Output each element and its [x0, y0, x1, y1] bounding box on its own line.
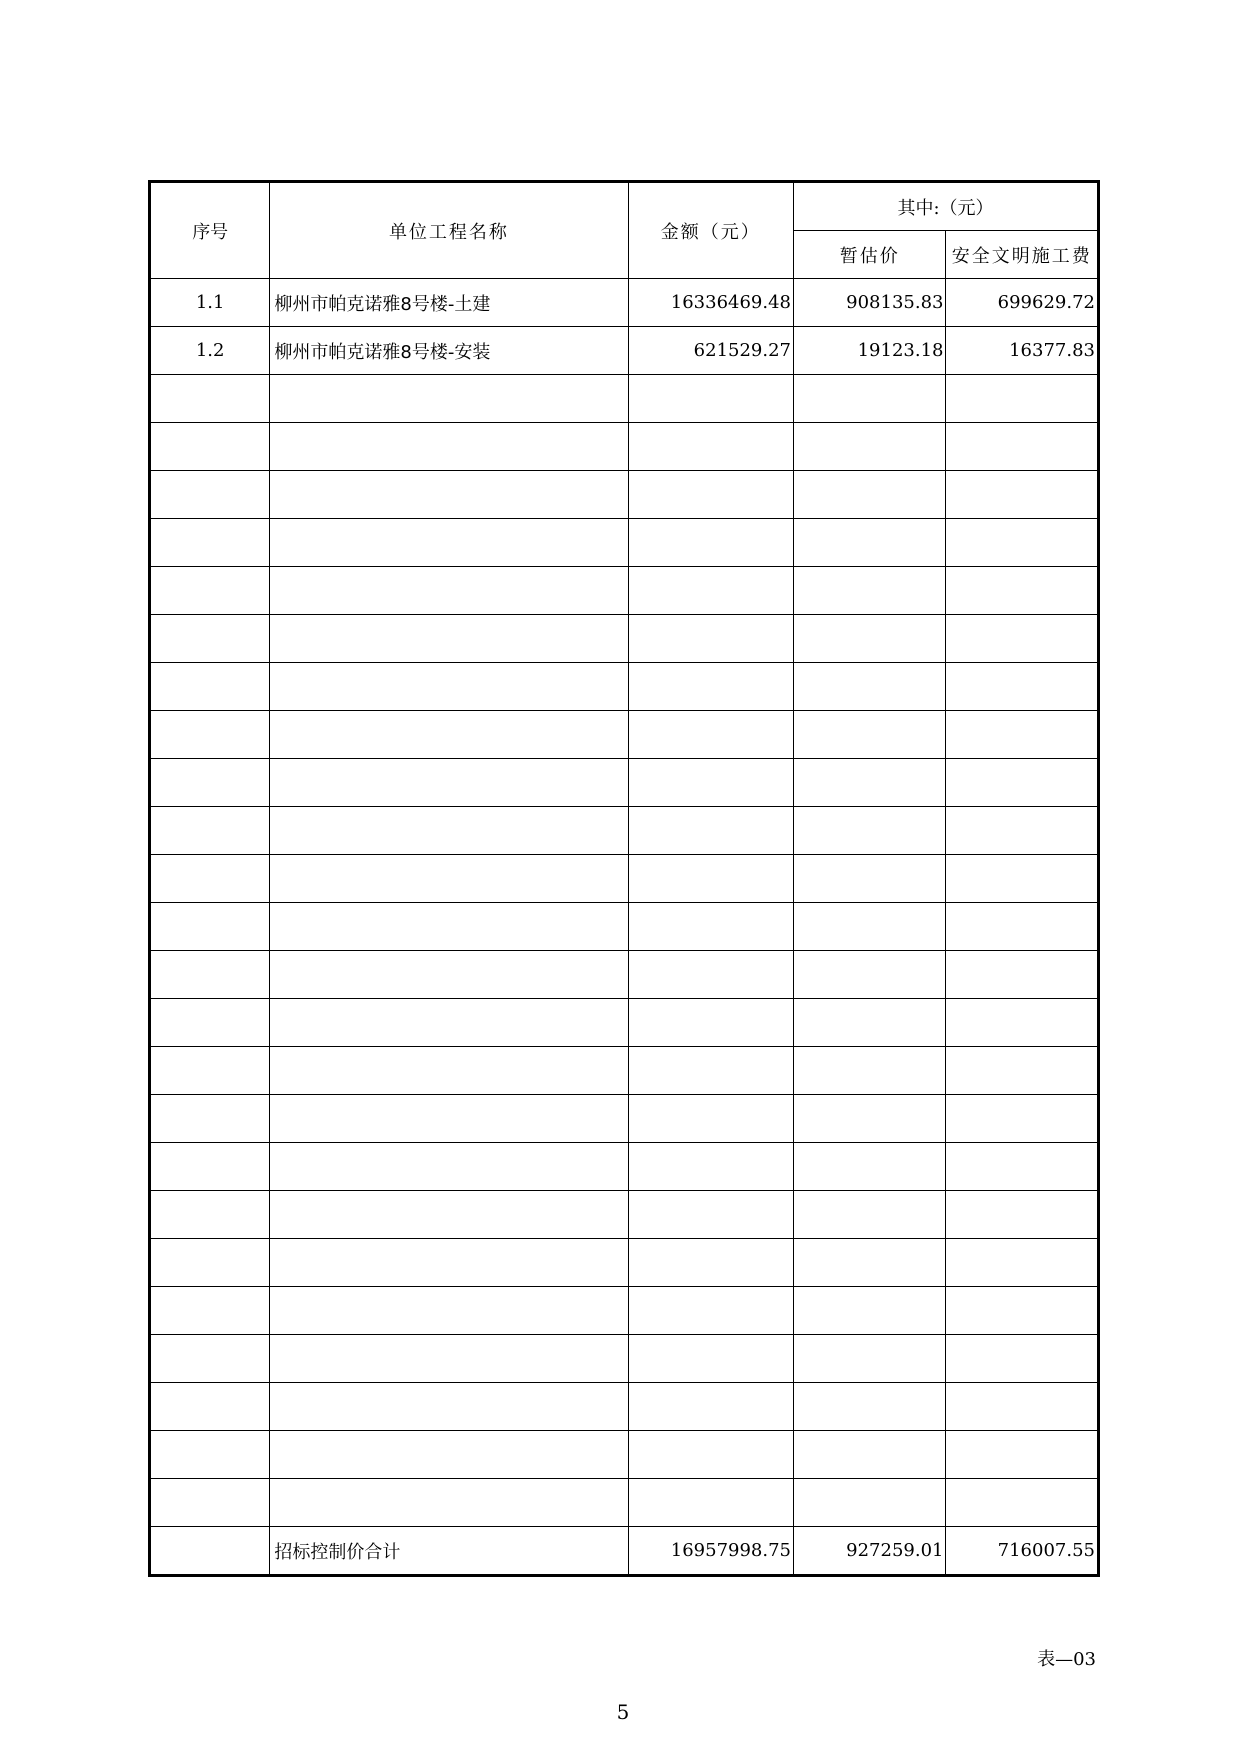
table-row: [150, 327, 1099, 375]
empty-cell: [794, 903, 946, 951]
empty-cell: [628, 1383, 794, 1431]
empty-cell: [946, 567, 1099, 615]
table-code: 表—03: [1037, 1649, 1096, 1670]
total-label: 招标控制价合计: [270, 1527, 628, 1576]
empty-cell: [794, 663, 946, 711]
empty-cell: [150, 807, 270, 855]
empty-cell: [946, 855, 1099, 903]
empty-row: [150, 423, 1099, 471]
empty-cell: [628, 663, 794, 711]
empty-cell: [628, 1431, 794, 1479]
empty-cell: [150, 423, 270, 471]
empty-cell: [946, 663, 1099, 711]
empty-cell: [628, 951, 794, 999]
cell-seq: 1.1: [150, 279, 270, 327]
empty-cell: [628, 759, 794, 807]
empty-cell: [270, 903, 628, 951]
empty-cell: [270, 1479, 628, 1527]
empty-row: [150, 615, 1099, 663]
empty-row: [150, 519, 1099, 567]
empty-row: [150, 1095, 1099, 1143]
bid-control-price-table: [148, 180, 1100, 1577]
empty-cell: [946, 1143, 1099, 1191]
table-row: [150, 279, 1099, 327]
empty-cell: [270, 663, 628, 711]
page-number: 5: [616, 1700, 630, 1724]
table-body: [150, 279, 1099, 1576]
empty-cell: [794, 1143, 946, 1191]
empty-row: [150, 567, 1099, 615]
empty-cell: [628, 1191, 794, 1239]
empty-cell: [270, 423, 628, 471]
empty-cell: [794, 567, 946, 615]
empty-cell: [270, 1191, 628, 1239]
header-safety: 安全文明施工费: [946, 231, 1099, 279]
empty-cell: [946, 999, 1099, 1047]
empty-cell: [150, 1095, 270, 1143]
empty-cell: [270, 1431, 628, 1479]
cell-name: 柳州市帕克诺雅8号楼-土建: [270, 279, 628, 327]
empty-cell: [946, 1479, 1099, 1527]
empty-row: [150, 1479, 1099, 1527]
empty-cell: [794, 1239, 946, 1287]
empty-row: [150, 759, 1099, 807]
empty-cell: [270, 1143, 628, 1191]
empty-cell: [946, 1239, 1099, 1287]
empty-cell: [150, 663, 270, 711]
empty-cell: [946, 807, 1099, 855]
empty-row: [150, 999, 1099, 1047]
cell-amount: 621529.27: [628, 327, 794, 375]
empty-row: [150, 375, 1099, 423]
empty-cell: [946, 1287, 1099, 1335]
empty-cell: [794, 855, 946, 903]
empty-cell: [628, 1239, 794, 1287]
empty-cell: [270, 711, 628, 759]
empty-cell: [794, 1383, 946, 1431]
empty-cell: [628, 471, 794, 519]
empty-cell: [628, 711, 794, 759]
empty-row: [150, 1239, 1099, 1287]
empty-cell: [628, 567, 794, 615]
empty-cell: [794, 375, 946, 423]
empty-cell: [628, 375, 794, 423]
total-provisional: 927259.01: [794, 1527, 946, 1576]
empty-row: [150, 1191, 1099, 1239]
empty-row: [150, 951, 1099, 999]
empty-row: [150, 1383, 1099, 1431]
cell-safety: 699629.72: [946, 279, 1099, 327]
empty-cell: [628, 999, 794, 1047]
empty-row: [150, 711, 1099, 759]
cell-provisional: 908135.83: [794, 279, 946, 327]
empty-cell: [628, 855, 794, 903]
empty-cell: [270, 567, 628, 615]
empty-cell: [150, 759, 270, 807]
header-seq: 序号: [150, 182, 270, 279]
empty-cell: [946, 903, 1099, 951]
empty-cell: [270, 1383, 628, 1431]
total-row: [150, 1527, 1099, 1576]
empty-cell: [794, 1287, 946, 1335]
empty-row: [150, 471, 1099, 519]
empty-cell: [794, 1095, 946, 1143]
cell-seq: 1.2: [150, 327, 270, 375]
empty-cell: [628, 1335, 794, 1383]
empty-cell: [150, 1431, 270, 1479]
empty-cell: [150, 471, 270, 519]
empty-cell: [150, 567, 270, 615]
empty-cell: [946, 375, 1099, 423]
empty-cell: [946, 1095, 1099, 1143]
empty-cell: [270, 1047, 628, 1095]
empty-cell: [270, 807, 628, 855]
empty-cell: [270, 519, 628, 567]
empty-cell: [794, 423, 946, 471]
empty-cell: [150, 711, 270, 759]
empty-row: [150, 1143, 1099, 1191]
empty-row: [150, 807, 1099, 855]
empty-cell: [628, 1047, 794, 1095]
empty-row: [150, 1335, 1099, 1383]
empty-cell: [628, 1143, 794, 1191]
empty-cell: [150, 519, 270, 567]
empty-cell: [946, 711, 1099, 759]
empty-cell: [794, 1047, 946, 1095]
empty-cell: [270, 1287, 628, 1335]
empty-cell: [270, 855, 628, 903]
empty-cell: [150, 1383, 270, 1431]
empty-cell: [946, 1047, 1099, 1095]
empty-cell: [150, 1143, 270, 1191]
empty-cell: [150, 375, 270, 423]
header-amount: 金额（元）: [628, 182, 794, 279]
empty-cell: [150, 951, 270, 999]
empty-row: [150, 855, 1099, 903]
empty-cell: [794, 1479, 946, 1527]
total-amount: 16957998.75: [628, 1527, 794, 1576]
empty-cell: [794, 1335, 946, 1383]
empty-cell: [270, 471, 628, 519]
empty-cell: [270, 1335, 628, 1383]
empty-cell: [794, 1191, 946, 1239]
empty-cell: [628, 1479, 794, 1527]
empty-cell: [628, 423, 794, 471]
empty-cell: [946, 1335, 1099, 1383]
cell-name: 柳州市帕克诺雅8号楼-安装: [270, 327, 628, 375]
cell-safety: 16377.83: [946, 327, 1099, 375]
empty-cell: [946, 1383, 1099, 1431]
header-name: 单位工程名称: [270, 182, 628, 279]
header-of-which: 其中:（元）: [794, 182, 1099, 231]
empty-cell: [794, 759, 946, 807]
empty-cell: [794, 1431, 946, 1479]
empty-cell: [150, 903, 270, 951]
empty-cell: [794, 519, 946, 567]
cell-seq: [150, 1527, 270, 1576]
empty-cell: [946, 759, 1099, 807]
empty-cell: [628, 1095, 794, 1143]
empty-cell: [150, 615, 270, 663]
empty-row: [150, 903, 1099, 951]
cell-provisional: 19123.18: [794, 327, 946, 375]
empty-cell: [150, 1191, 270, 1239]
empty-cell: [150, 1287, 270, 1335]
empty-cell: [794, 807, 946, 855]
empty-cell: [946, 1431, 1099, 1479]
empty-row: [150, 663, 1099, 711]
empty-cell: [270, 1239, 628, 1287]
empty-cell: [270, 615, 628, 663]
empty-cell: [150, 999, 270, 1047]
empty-cell: [628, 807, 794, 855]
empty-cell: [794, 951, 946, 999]
empty-cell: [628, 903, 794, 951]
empty-cell: [794, 471, 946, 519]
cell-amount: 16336469.48: [628, 279, 794, 327]
empty-row: [150, 1047, 1099, 1095]
empty-cell: [150, 1479, 270, 1527]
empty-cell: [946, 423, 1099, 471]
empty-cell: [946, 471, 1099, 519]
empty-row: [150, 1431, 1099, 1479]
empty-cell: [946, 1191, 1099, 1239]
empty-cell: [628, 1287, 794, 1335]
header-provisional: 暂估价: [794, 231, 946, 279]
empty-cell: [150, 855, 270, 903]
empty-cell: [270, 1095, 628, 1143]
empty-cell: [270, 999, 628, 1047]
empty-cell: [946, 615, 1099, 663]
empty-cell: [794, 999, 946, 1047]
empty-cell: [946, 951, 1099, 999]
empty-cell: [628, 615, 794, 663]
empty-cell: [270, 951, 628, 999]
empty-cell: [270, 375, 628, 423]
empty-cell: [150, 1239, 270, 1287]
empty-cell: [150, 1335, 270, 1383]
total-safety: 716007.55: [946, 1527, 1099, 1576]
empty-cell: [150, 1047, 270, 1095]
empty-cell: [794, 615, 946, 663]
empty-cell: [628, 519, 794, 567]
empty-cell: [946, 519, 1099, 567]
empty-cell: [794, 711, 946, 759]
empty-cell: [270, 759, 628, 807]
empty-row: [150, 1287, 1099, 1335]
